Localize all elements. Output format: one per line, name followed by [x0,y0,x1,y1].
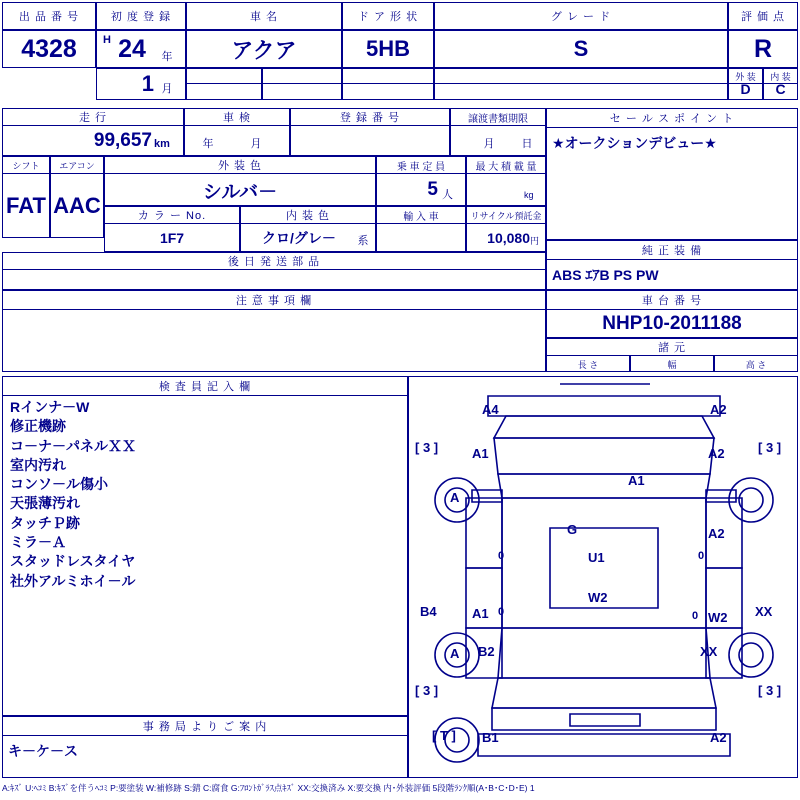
chassis-number-value: NHP10-2011188 [602,313,742,334]
damage-mark: [ 3 ] [415,683,439,698]
damage-mark: XX [755,604,773,619]
registration-number-value [290,126,450,156]
car-damage-diagram [410,378,798,776]
damage-mark: W2 [708,610,728,625]
first-reg-month: 1 [141,71,154,96]
transfer-month-unit: 月 [483,138,495,150]
damage-mark: B4 [420,604,437,619]
list-item: スタッドレスタイヤ [10,553,136,570]
interior-color-suffix: 系 [357,235,369,247]
genuine-equipment-value: ABS ｴｱB PS PW [552,267,659,283]
aircon-label: エアコン [59,160,95,171]
list-item: Rインナ－W [10,399,90,415]
first-reg-year: 24 [118,34,146,63]
rating-label: 評 価 点 [740,11,786,23]
damage-mark: B2 [478,644,495,659]
max-load-unit: kg [524,190,534,200]
interior-grade-label: 内 装 [770,71,791,82]
damage-mark: A2 [710,402,727,417]
mileage-label: 走 行 [78,112,108,124]
displacement-value [262,78,320,100]
lot-number-value: 4328 [21,34,77,63]
length-label: 長 さ [577,359,599,370]
inspector-notes-list [4,398,404,714]
office-notice-label: 事 務 局 よ り ご 案 内 [142,721,268,733]
door-shape-value: 5HB [365,36,410,61]
recycle-deposit-label: リサイクル預託金 [470,210,542,221]
recycle-unit: 円 [530,235,540,246]
damage-mark: A2 [708,446,725,461]
car-name-label: 車 名 [249,11,279,23]
first-reg-year-unit: 年 [161,51,173,63]
shift-label: シフト [12,160,40,171]
car-name-value: アクア [231,37,297,63]
interior-color-value: クロ/グレ－ [262,230,336,246]
interior-color-label: 内 装 色 [285,210,331,222]
damage-mark: W2 [588,590,608,605]
mileage-unit: km [154,138,170,150]
damage-mark: A1 [472,446,489,461]
damage-mark: A1 [472,606,489,621]
color-number-value: 1F7 [159,230,185,246]
seats-label: 乗 車 定 員 [396,161,446,173]
sales-point-label: セ ー ル ス ポ イ ン ト [609,113,735,125]
displacement-unit [322,82,342,100]
fuel-value [342,78,434,100]
width-label: 幅 [667,359,677,370]
list-item: 修正機跡 [10,418,66,435]
seats-value: 5 [427,179,438,200]
transfer-day-unit: 日 [521,138,533,150]
damage-mark: B1 [482,730,499,745]
notes-label: 注 意 事 項 欄 [235,295,313,307]
first-reg-era: H [103,34,111,46]
first-registration-label: 初 度 登 録 [110,11,172,23]
damage-mark: A [450,490,460,505]
grade-value: S [573,36,589,61]
recycle-deposit-value: 10,080 [487,230,530,246]
damage-mark: A4 [482,402,499,417]
import-value [376,224,466,252]
aircon-value: AAC [53,193,101,218]
exterior-color-label: 外 装 色 [217,160,263,172]
color-number-label: カ ラ ー No. [137,210,207,222]
damage-mark: [ 3 ] [415,440,439,455]
genuine-equipment-label: 純 正 装 備 [641,245,703,257]
damage-mark: XX [700,644,718,659]
list-item: コ－ナ－パネルＸＸ [10,437,136,454]
damage-mark: 0 [498,550,505,562]
car-outline-svg [410,378,798,776]
door-shape-label: ド ア 形 状 [357,11,419,23]
chassis-number-label: 車 台 番 号 [641,295,703,307]
exterior-grade-label: 外 装 [735,71,756,82]
list-item: 天張薄汚れ [10,495,80,512]
damage-mark: [ T ] [432,728,456,743]
damage-mark: A2 [708,526,725,541]
damage-mark: A [450,646,460,661]
damage-mark: U1 [588,550,605,565]
registration-number-label: 登 録 番 号 [339,112,401,124]
list-item: ミラ－Ａ [10,534,66,551]
lot-number-label: 出 品 番 号 [18,11,80,23]
max-load-label: 最 大 積 載 量 [475,161,537,173]
damage-mark: [ 3 ] [758,683,782,698]
later-parts-label: 後 日 発 送 部 品 [227,256,321,268]
list-item: タッチＰ跡 [10,514,80,531]
inspector-notes-label: 検 査 員 記 入 欄 [158,381,252,393]
shaken-month-unit: 月 [250,138,262,150]
exterior-grade-value: D [740,81,751,97]
rating-value: R [753,34,773,63]
max-load-value [466,174,522,206]
sales-point-value: ★オークションデビュー★ [552,135,717,151]
mileage-value: 99,657 [93,130,152,151]
transfer-deadline-label: 譲渡書類期限 [468,113,528,125]
office-notice-value: キ－ケ－ス [8,743,78,759]
first-reg-month-unit: 月 [161,83,173,95]
shaken-year-unit: 年 [202,138,214,150]
model-code-value [434,76,728,100]
list-item: 室内汚れ [10,456,66,473]
damage-mark: A1 [628,473,645,488]
dimensions-label: 諸 元 [657,342,687,354]
history-value [186,78,262,100]
damage-mark: 0 [692,610,699,622]
grade-label: グ レ ー ド [550,11,612,23]
height-label: 高 さ [745,359,767,370]
damage-mark: [ 3 ] [758,440,782,455]
damage-mark: 0 [698,550,705,562]
legend-text: A:ｷｽﾞ U:ﾍｺﾐ B:ｷｽﾞを伴うﾍｺﾐ P:要塗装 W:補修跡 S:錆 C:腐食 G:ﾌﾛﾝﾄｶﾞﾗｽ点ｷｽﾞ XX:交換済み X:要交換 内･外装評価 5段階ﾗﾝｸ順(A･B･C･D･E) 1 [2,783,535,793]
damage-mark: 0 [498,606,505,618]
seats-unit: 人 [442,189,453,201]
interior-grade-value: C [775,81,786,97]
damage-mark: G [567,522,578,537]
shaken-label: 車 検 [222,112,252,124]
shift-value: FAT [6,193,46,218]
list-item: 社外アルミホイ－ル [10,572,136,589]
notes-value [4,312,544,370]
list-item: コンソ－ル傷小 [10,476,108,493]
exterior-color-value: シルバ－ [202,181,278,203]
damage-mark: A2 [710,730,727,745]
import-label: 輸 入 車 [403,211,439,223]
later-parts-value-box [2,270,546,290]
